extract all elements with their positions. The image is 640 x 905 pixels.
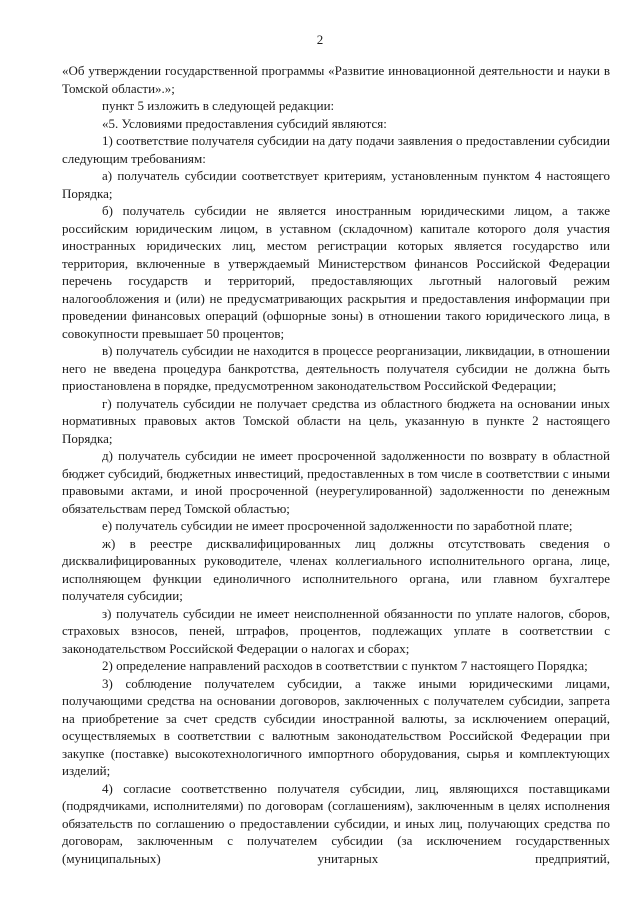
paragraph-program-title: «Об утверждении государственной программы «Развитие инновационной деятельности и науки в Томской области».»; — [62, 63, 610, 96]
paragraph-item-2: 2) определение направлений расходов в соответствии с пунктом 7 настоящего Порядка; — [102, 658, 588, 673]
paragraph-item-1: 1) соответствие получателя субсидии на дату подачи заявления о предоставлении субсидии следующим требованиям: — [62, 133, 610, 166]
paragraph-item-1b: б) получатель субсидии не является иностранным юридическими лицом, а также российским юридическим лицом, в уставном (складочном) капитале которого доля участия иностранных юридических лиц, местом регистрации которых является государство или территория, включенные в утверждаемый Министерством финансов Российской Федерации перечень государств и территорий, предоставляющих льготный налоговый режим налогообложения и (или) не предусматривающих раскрытия и предоставления информации при проведении финансовых операций (офшорные зоны) в отношении такого юридического лица, в совокупности превышает 50 процентов; — [62, 203, 610, 341]
paragraph-amend-clause-5: пункт 5 изложить в следующей редакции: — [102, 98, 335, 113]
paragraph-item-1v: в) получатель субсидии не находится в процессе реорганизации, ликвидации, в отношении него не введена процедура банкротства, деятельность получателя субсидии не должна быть приостановлена в порядке, предусмотренном законодательством Российской Федерации; — [62, 343, 610, 393]
document-body — [62, 62, 610, 867]
paragraph-item-4: 4) согласие соответственно получателя субсидии, лиц, являющихся поставщиками (подрядчиками, исполнителями) по договорам (соглашениям), заключенным в целях исполнения обязательств по соглашению о предоставлении субсидии, и иных лиц, получающих средства по договорам, заключенным с получателем субсидии (за исключением государственных (муниципальных) унитарных предприятий, — [62, 780, 610, 866]
paragraph-item-1d: д) получатель субсидии не имеет просроченной задолженности по возврату в областной бюджет субсидий, бюджетных инвестиций, предоставленных в том числе в соответствии с иными правовыми актами, и иной просроченной (неурегулированной) задолженности по денежным обязательствам перед Томской областью; — [62, 448, 610, 516]
paragraph-item-1z: з) получатель субсидии не имеет неисполненной обязанности по уплате налогов, сборов, страховых взносов, пеней, штрафов, процентов, подлежащих уплате в соответствии с законодательством Российской Федерации о налогах и сборах; — [62, 605, 610, 656]
paragraph-item-1e: е) получатель субсидии не имеет просроченной задолженности по заработной плате; — [102, 518, 573, 533]
paragraph-item-1a: а) получатель субсидии соответствует критериям, установленным пунктом 4 настоящего Порядка; — [62, 168, 610, 201]
paragraph-item-1zh: ж) в реестре дисквалифицированных лиц должны отсутствовать сведения о дисквалифицированных руководителе, членах коллегиального исполнительного органа, лице, исполняющем функции единоличного исполнительного органа, или главном бухгалтере получателя субсидии; — [62, 535, 610, 603]
page-number: 2 — [316, 32, 324, 47]
paragraph-clause-5-heading: «5. Условиями предоставления субсидий являются: — [102, 115, 387, 131]
paragraph-item-1g: г) получатель субсидии не получает средства из областного бюджета на основании иных нормативных правовых актов Томской области на цель, указанную в пункте 2 настоящего Порядка; — [62, 395, 610, 446]
paragraph-item-3: 3) соблюдение получателем субсидии, а также иными юридическими лицами, получающими средства на основании договоров, заключенных с получателем субсидии, запрета на приобретение за счет средств субсидии иностранной валюты, за исключением операций, осуществляемых в соответствии с валютным законодательством Российской Федерации при закупке (поставке) высокотехнологичного импортного оборудования, сырья и комплектующих изделий; — [62, 675, 610, 778]
